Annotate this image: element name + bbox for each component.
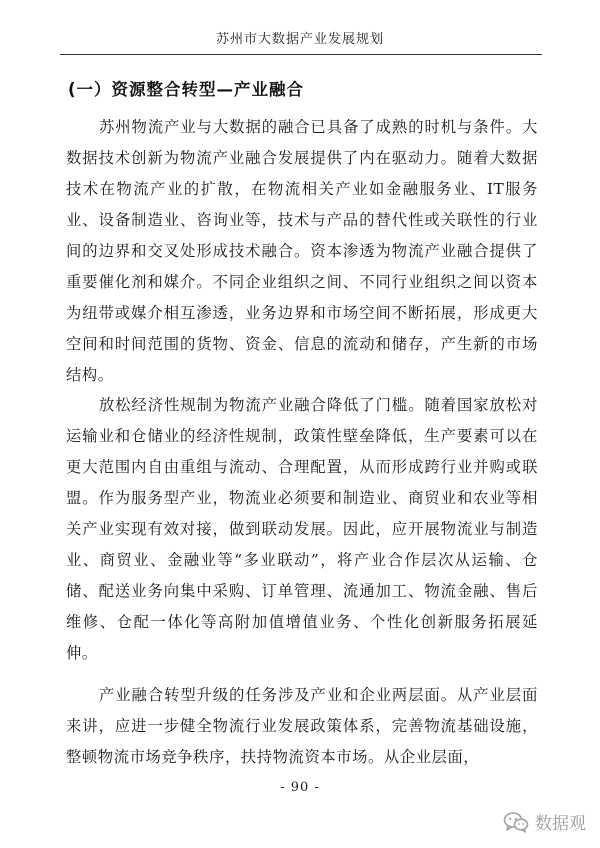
section-heading: (一）资源整合转型—产业融合 — [68, 80, 305, 99]
watermark — [503, 809, 586, 834]
header-divider — [60, 54, 542, 55]
wechat-icon — [503, 811, 529, 833]
body-paragraph-1: 苏州物流产业与大数据的融合已具备了成熟的时机与条件。大数据技术创新为物流产业融合发展提供了内在驱动力。随着大数据技术在物流产业的扩散，在物流相关产业如金融服务业、IT服务业、设备制造业、咨询业等，技术与产品的替代性或关联性的行业间的边界和交叉处形成技术融合。资本渗透为物流产业融合提供了重要催化剂和媒介。不同企业组织之间、不同行业组织之间以资本为纽带或媒介相互渗透，业务边界和市场空间不断拓展，形成更大空间和时间范围的货物、资金、信息的流动和储存，产生新的市场结构。 — [66, 118, 538, 384]
body-paragraph-2: 放松经济性规制为物流产业融合降低了门槛。随着国家放松对运输业和仓储业的经济性规制，政策性壁垒降低，生产要素可以在更大范围内自由重组与流动、合理配置，从而形成跨行业并购或联盟。作为服务型产业，物流业必须要和制造业、商贸业和农业等相关产业实现有效对接，做到联动发展。因此，应开展物流业与制造业、商贸业、金融业等“多业联动”，将产业合作层次从运输、仓储、配送业务向集中采购、订单管理、流通加工、物流金融、售后维修、仓配一体化等高附加值增值业务、个性化创新服务拓展延伸。 — [66, 396, 538, 662]
page-number: - 90 - — [280, 780, 320, 795]
body-paragraph-3: 产业融合转型升级的任务涉及产业和企业两层面。从产业层面来讲，应进一步健全物流行业发展政策体系，完善物流基础设施，整顿物流市场竞争秩序，扶持物流资本市场。从企业层面， — [66, 686, 538, 766]
page-header-title: 苏州市大数据产业发展规划 — [215, 32, 384, 47]
watermark-label: 数据观 — [535, 814, 586, 834]
